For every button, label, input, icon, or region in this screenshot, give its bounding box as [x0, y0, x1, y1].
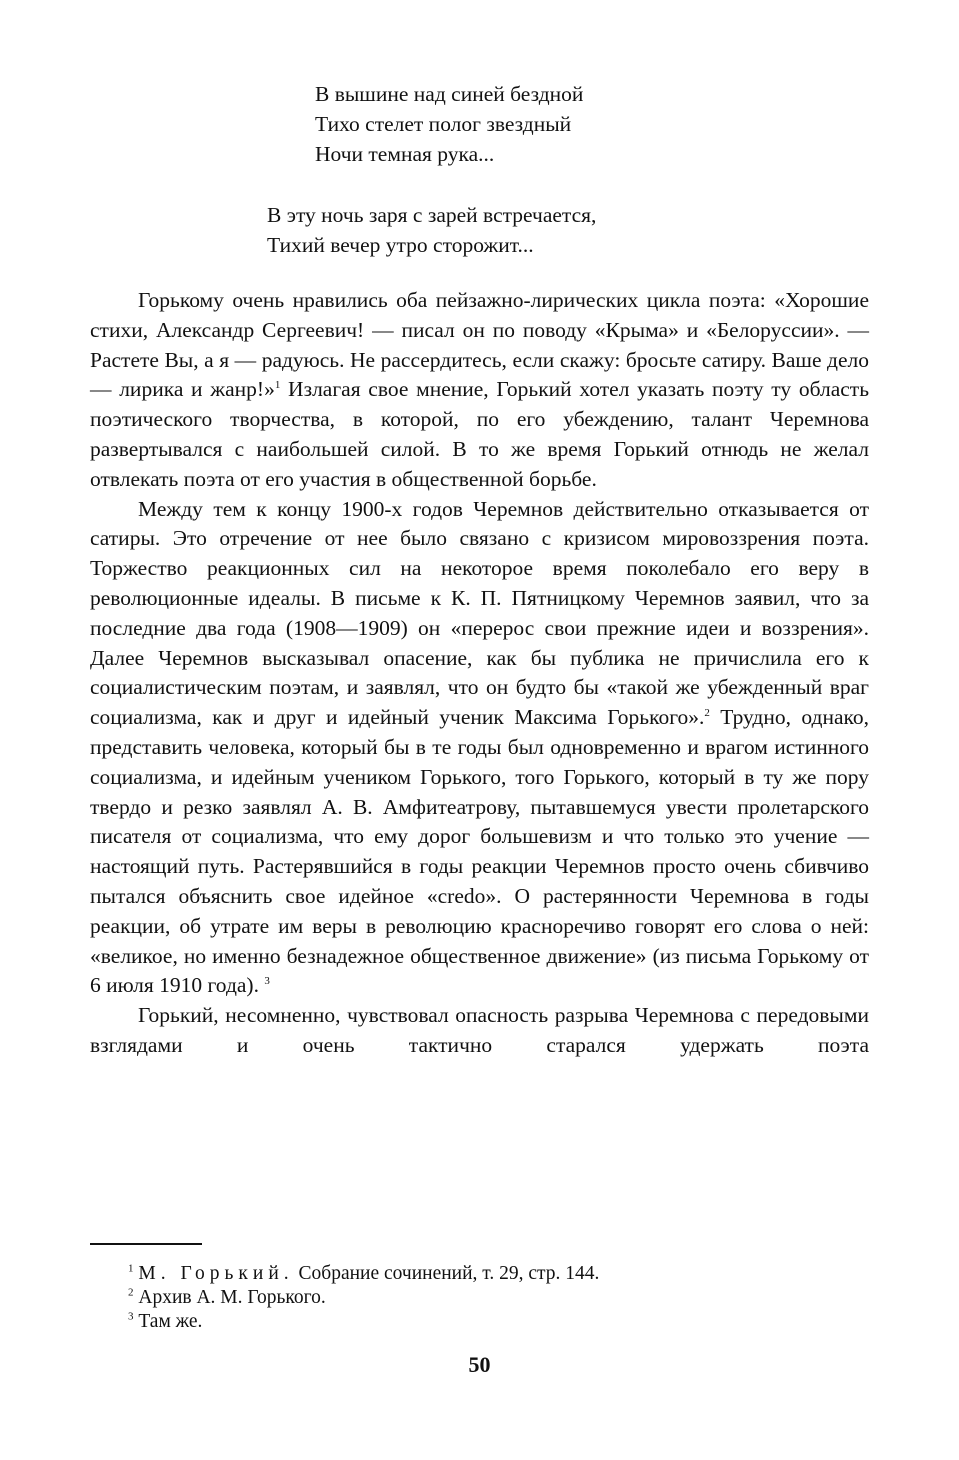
footnote-author: М. Горький.	[138, 1263, 294, 1284]
paragraph: Между тем к концу 1900-х годов Черемнов действительно отказывается от сатиры. Это отречение от нее было связано с кризисом мировоззрения поэта. Торжество реакционных сил на некоторое время поколебало его веру в революционные идеалы. В письме к К. П. Пятницкому Черемнов заявил, что за последние два года (1908—1909) он «перерос свои прежние идеи и воззрения». Далее Черемнов высказывал опасение, как бы публика не причислила его к социалистическим поэтам, и заявлял, что он будто бы «такой же убежденный враг социализма, как и друг и идейный ученик Максима Горького».$^2$ Трудно, однако, представить человека, который бы в те годы был одновременно и врагом истинного социализма, и идейным учеником Горького, того Горького, который в ту же пору твердо и резко заявлял А. В. Амфитеатрову, пытавшемуся увести пролетарского писателя от социализма, что ему дорог большевизм и что только это учение — настоящий путь. Растерявшийся в годы реакции Черемнов просто очень сбивчиво пытался объяснить свое идейное «credo». О растерянности Черемнова в годы реакции, об утрате им веры в революцию красноречиво говорят его слова о ней: «великое, но именно безнадежное общественное движение» (из письма Горькому от 6 июля 1910 года). $^3$	[90, 496, 869, 998]
footnote-ref: 3	[264, 975, 270, 988]
paragraph: Горький, несомненно, чувствовал опасность разрыва Черемнова с передовыми взглядами и очень тактично старался удержать поэта	[90, 1003, 869, 1057]
poem-line: Ночи темная рука...	[315, 142, 495, 166]
footnote-separator	[90, 1243, 202, 1245]
footnote-ref: 1	[274, 379, 281, 392]
footnote: $^2$ Архив А. М. Горького.	[128, 1286, 326, 1308]
poem-line: Тихий вечер утро сторожит...	[267, 233, 534, 257]
poem-line: Тихо стелет полог звездный	[315, 112, 572, 136]
page-number: 50	[468, 1352, 491, 1377]
main-text	[90, 286, 869, 1061]
poem-line: В эту ночь заря с зарей встречается,	[267, 203, 597, 227]
poem-stanza-2	[267, 200, 596, 260]
paragraph: Горькому очень нравились оба пейзажно-лирических цикла поэта: «Хорошие стихи, Александр Сергеевич! — писал он по поводу «Крыма» и «Белоруссии». — Растете Вы, а я — радуюсь. Не рассердитесь, если скажу: бросьте сатиру. Ваше дело — лирика и жанр!»$^1$ Излагая свое мнение, Горький хотел указать поэту ту область поэтического творчества, в которой, по его убеждению, талант Черемнова развертывался с наибольшей силой. В то же время Горький отнюдь не желал отвлекать поэта от его участия в общественной борьбе.	[90, 288, 869, 491]
poem-stanza-1	[315, 79, 583, 169]
poem-line: В вышине над синей бездной	[315, 82, 584, 106]
footnote: $^3$ Там же.	[128, 1310, 203, 1332]
footnote: $^1$ М. Горький. Собрание сочинений, т. 29, стр. 144.	[128, 1262, 600, 1284]
footnotes	[128, 1262, 599, 1334]
footnote-ref: 2	[704, 707, 710, 719]
